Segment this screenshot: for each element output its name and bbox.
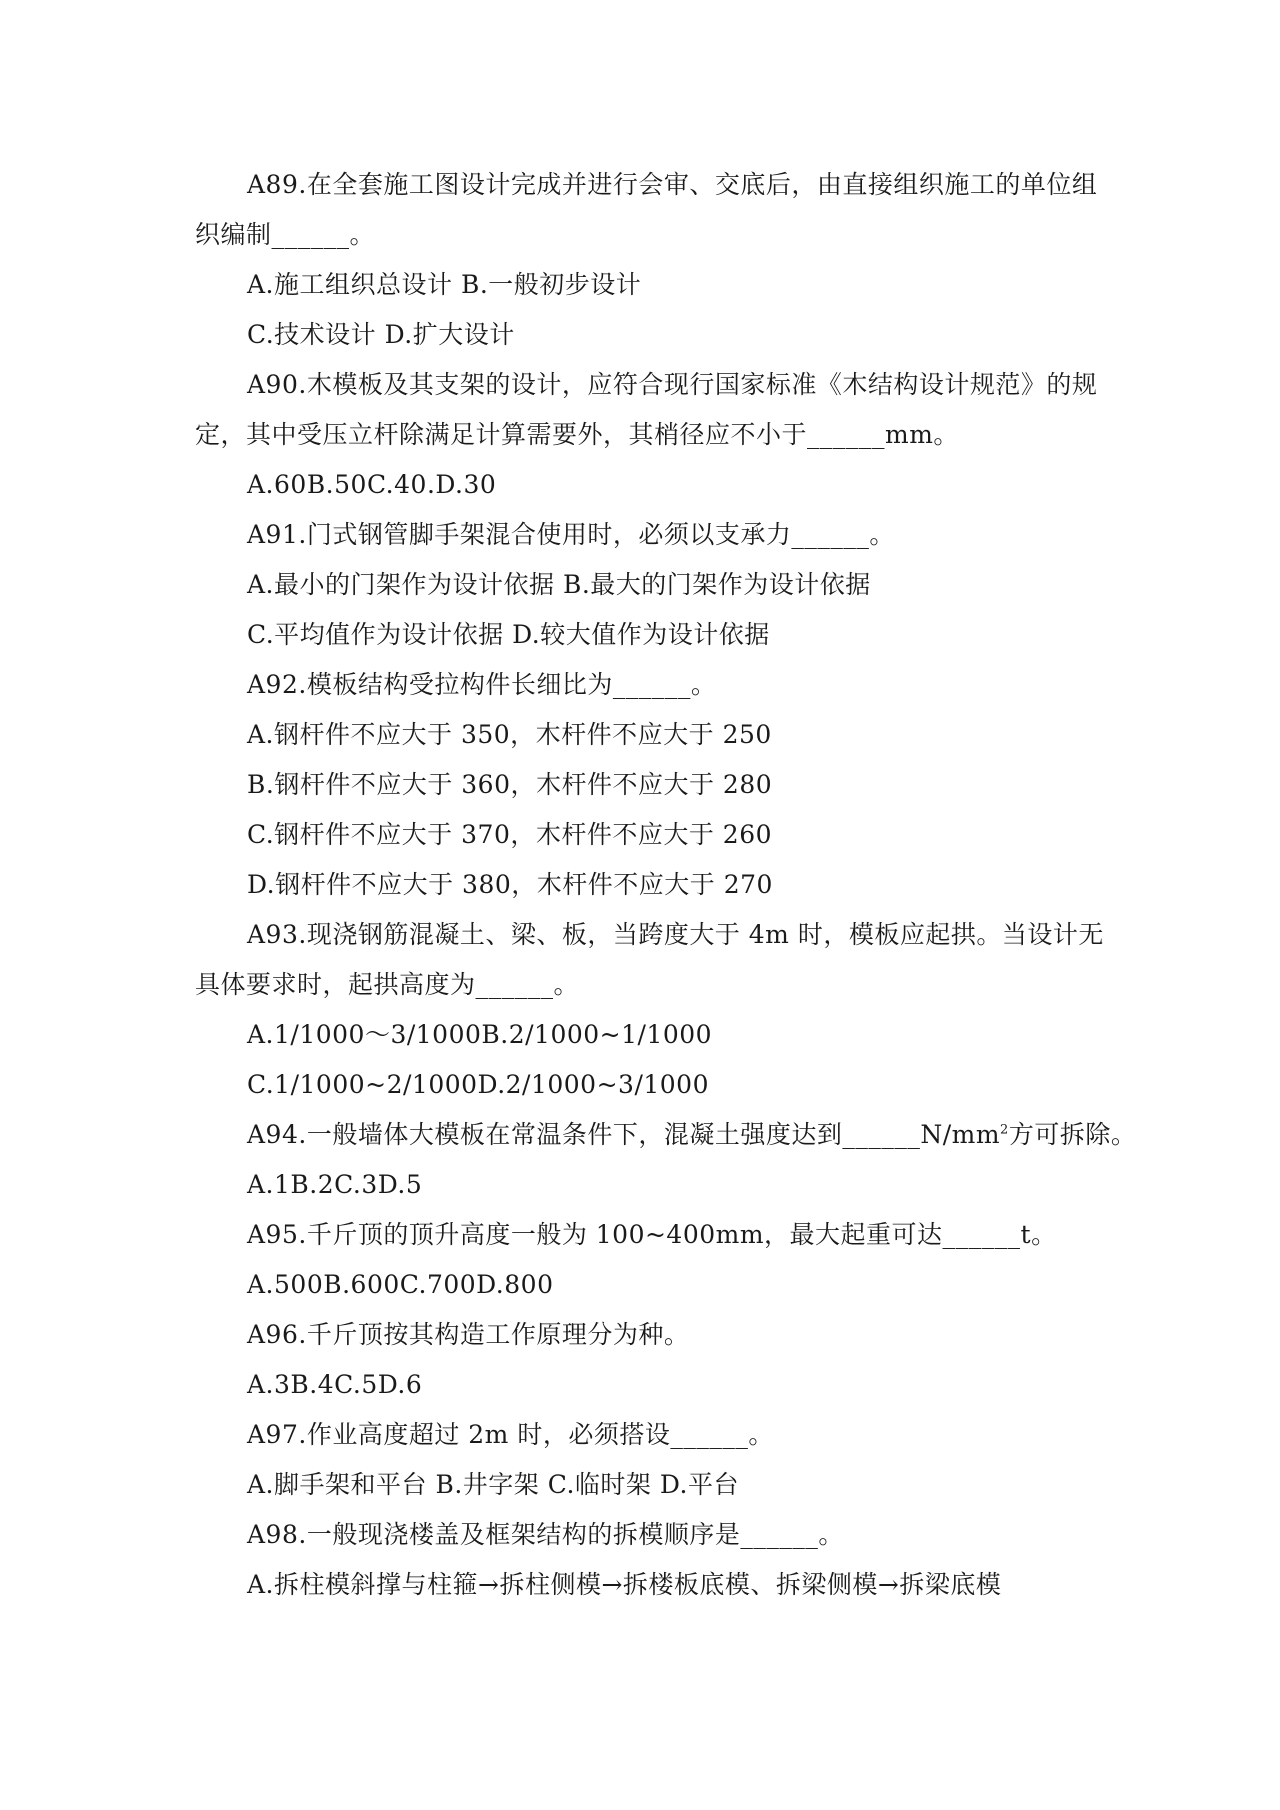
- question-a92-option-a: A.钢杆件不应大于 350，木杆件不应大于 250: [247, 720, 772, 749]
- question-a98-option-a: A.拆柱模斜撑与柱箍→拆柱侧模→拆楼板底模、拆梁侧模→拆梁底模: [247, 1570, 1002, 1599]
- question-a89-line-2: 织编制______。: [195, 220, 376, 249]
- question-a94-options: A.1B.2C.3D.5: [247, 1170, 423, 1199]
- question-a93-line-2: 具体要求时，起拱高度为______。: [195, 970, 580, 999]
- question-a97: A97.作业高度超过 2m 时，必须搭设______。: [247, 1420, 774, 1449]
- question-a89-line-1: A89.在全套施工图设计完成并进行会审、交底后，由直接组织施工的单位组: [247, 170, 1098, 199]
- question-a93-options-ab: A.1/1000～3/1000B.2/1000~1/1000: [247, 1020, 713, 1049]
- question-a94-text: A94.一般墙体大模板在常温条件下，混凝土强度达到______N/mm: [247, 1120, 1001, 1149]
- question-a96-options: A.3B.4C.5D.6: [247, 1370, 423, 1399]
- question-a94-text-end: 方可拆除。: [1008, 1120, 1137, 1149]
- question-a98: A98.一般现浇楼盖及框架结构的拆模顺序是______。: [247, 1520, 844, 1549]
- question-a93-line-1: A93.现浇钢筋混凝土、梁、板，当跨度大于 4m 时，模板应起拱。当设计无: [247, 920, 1104, 949]
- question-a92-option-c: C.钢杆件不应大于 370，木杆件不应大于 260: [247, 820, 773, 849]
- question-a89-options-cd: C.技术设计 D.扩大设计: [247, 320, 515, 349]
- question-a96: A96.千斤顶按其构造工作原理分为种。: [247, 1320, 690, 1349]
- question-a92: A92.模板结构受拉构件长细比为______。: [247, 670, 717, 699]
- document-page: [195, 160, 1137, 1610]
- question-a91: A91.门式钢管脚手架混合使用时，必须以支承力______。: [247, 520, 895, 549]
- question-a91-options-ab: A.最小的门架作为设计依据 B.最大的门架作为设计依据: [247, 570, 871, 599]
- question-a90-line-2: 定，其中受压立杆除满足计算需要外，其梢径应不小于______mm。: [195, 420, 959, 449]
- question-a95-options: A.500B.600C.700D.800: [247, 1270, 554, 1299]
- question-a97-options: A.脚手架和平台 B.井字架 C.临时架 D.平台: [247, 1470, 739, 1499]
- question-a94-superscript: 2: [1000, 1122, 1009, 1138]
- question-a90-line-1: A90.木模板及其支架的设计，应符合现行国家标准《木结构设计规范》的规: [247, 370, 1098, 399]
- question-a92-option-b: B.钢杆件不应大于 360，木杆件不应大于 280: [247, 770, 773, 799]
- question-a89-options-ab: A.施工组织总设计 B.一般初步设计: [247, 270, 642, 299]
- question-a92-option-d: D.钢杆件不应大于 380，木杆件不应大于 270: [247, 870, 773, 899]
- question-a90-options: A.60B.50C.40.D.30: [247, 470, 497, 499]
- question-a94: [195, 1110, 1137, 1160]
- question-a95: A95.千斤顶的顶升高度一般为 100~400mm，最大起重可达______t。: [247, 1220, 1057, 1249]
- question-a91-options-cd: C.平均值作为设计依据 D.较大值作为设计依据: [247, 620, 770, 649]
- question-a93-options-cd: C.1/1000~2/1000D.2/1000~3/1000: [247, 1070, 709, 1099]
